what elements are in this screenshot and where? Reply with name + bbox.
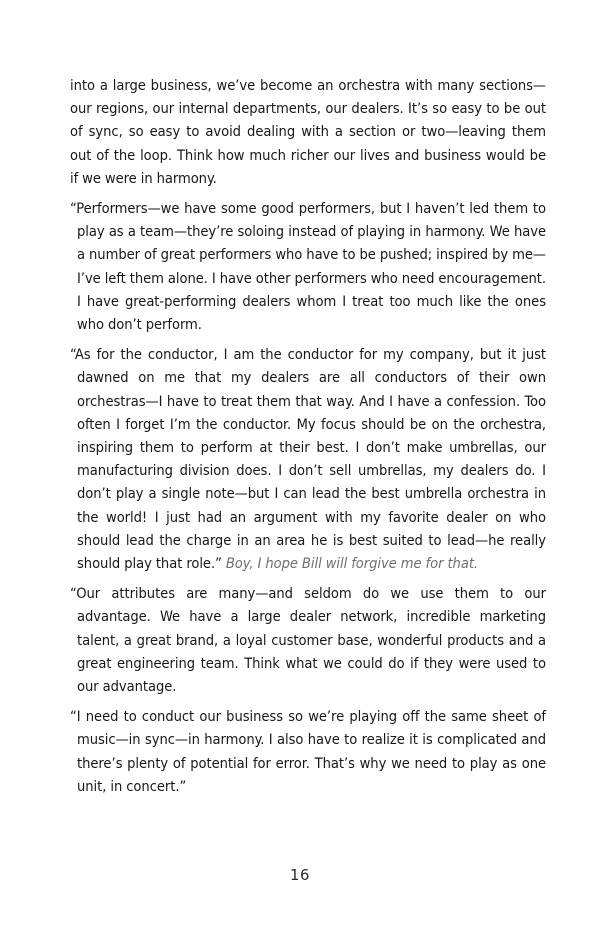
page-number: 16	[289, 867, 311, 884]
paragraph-conductor-aside: Boy, I hope Bill will forgive me for that.	[225, 555, 479, 573]
paragraph-same-sheet-of-music: “I need to conduct our business so we’re playing off the same sheet of music—in sync—in harmony. I also have to realize it is complicated and there’s plenty of potential for error. That’s why we need to play as one unit, in concert.”	[70, 708, 546, 795]
paragraph-conductor	[70, 343, 546, 575]
paragraph-orchestra-sections: into a large business, we’ve become an orchestra with many sections—our regions, our internal departments, our dealers. It’s so easy to be out of sync, so easy to avoid dealing with a section or two—leaving them out of the loop. Think how much richer our lives and business would be if we were in harmony.	[70, 77, 546, 187]
body-text-column	[70, 74, 546, 798]
paragraph-performers: “Performers—we have some good performers, but I haven’t led them to play as a team—they’re soloing instead of playing in harmony. We have a number of great performers who have to be pushed; inspired by me—I’ve left them alone. I have other performers who need encouragement. I have great-performing dealers whom I treat too much like the ones who don’t perform.	[70, 200, 547, 334]
paragraph-conductor-quote: “As for the conductor, I am the conductor for my company, but it just dawned on me that my dealers are all conductors of their own orchestras—I have to treat them that way. And I have a confession. Too often I forget I’m the conductor. My focus should be on the orchestra, inspiring them to perform at their best. I don’t make umbrellas, our manufacturing division does. I don’t sell umbrellas, my dealers do. I don’t play a single note—but I can lead the best umbrella orchestra in the world! I just had an argument with my favorite dealer on who should lead the charge in an area he is best suited to lead—he really should play that role.”	[70, 346, 546, 573]
paragraph-attributes: “Our attributes are many—and seldom do we use them to our advantage. We have a large dealer network, incredible marketing talent, a great brand, a loyal customer base, wonderful products and a great engineering team. Think what we could do if they were used to our advantage.	[70, 585, 546, 696]
